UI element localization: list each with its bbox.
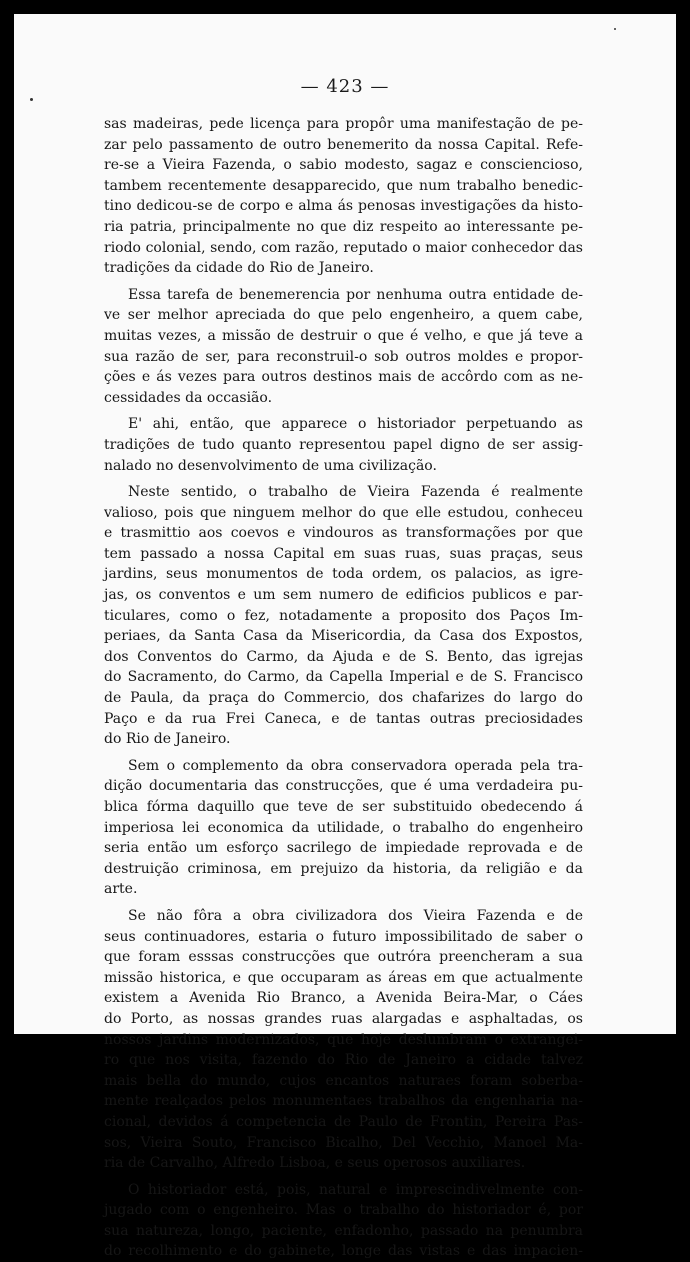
text-line: Essa tarefa de benemerencia por nenhuma outra entidade de- [128, 286, 583, 303]
text-line: riodo colonial, sendo, com razão, reputado o maior conhecedor das [104, 239, 583, 256]
text-line: destruição criminosa, em prejuizo da historia, da religião e da [104, 860, 583, 877]
text-line: mente realçados pelos monumentaes trabalhos da engenharia na- [104, 1093, 583, 1110]
text-line: Se não fôra a obra civilizadora dos Vieira Fazenda e de [128, 907, 583, 924]
text-line: muitas vezes, a missão de destruir o que é velho, e que já teve a [104, 327, 583, 344]
text-line: O historiador está, pois, natural e imprescindivelmente con- [128, 1181, 583, 1198]
text-line: Neste sentido, o trabalho de Vieira Fazenda é realmente [128, 484, 583, 501]
scanned-page [14, 14, 676, 1260]
text-line: seria então um esforço sacrilego de impiedade reprovada e de [104, 840, 583, 857]
text-line: blica fórma daquillo que teve de ser substituido obedecendo á [104, 799, 583, 815]
paragraph [104, 414, 583, 476]
scan-speck [614, 28, 616, 30]
text-line: do Porto, as nossas grandes ruas alargadas e asphaltadas, os [104, 1010, 583, 1027]
text-line: ria de Carvalho, Alfredo Lisboa, e seus operosos auxiliares. [104, 1155, 526, 1172]
text-line: mais bella do mundo, cujos encantos naturaes foram soberba- [104, 1072, 583, 1089]
text-line: nossos jardins modernizados, que hoje deslumbram o extrangei- [104, 1031, 583, 1048]
text-line: tradições de tudo quanto representou papel digno de ser assig- [104, 436, 583, 453]
text-line: que foram esssas construcções que outróra preencheram a sua [104, 949, 583, 966]
text-line: de Paula, da praça do Commercio, dos chafarizes do largo do [104, 690, 583, 707]
text-line: dos Conventos do Carmo, da Ajuda e de S. Bento, das igrejas [104, 648, 583, 665]
text-line: arte. [104, 881, 138, 898]
text-line: nalado no desenvolvimento de uma civilização. [104, 457, 437, 474]
text-line: do Sacramento, do Carmo, da Capella Imperial e de S. Francisco [104, 669, 583, 686]
text-line: tradições da cidade do Rio de Janeiro. [104, 260, 374, 277]
text-line: sua razão de ser, para reconstruil-o sob outros moldes e propor- [104, 348, 583, 365]
text-line: sas madeiras, pede licença para propôr uma manifestação de pe- [104, 116, 583, 132]
text-line: tem passado a nossa Capital em suas ruas, suas praças, seus [104, 545, 583, 562]
paragraph [104, 756, 583, 900]
text-line: ro que nos visita, fazendo do Rio de Janeiro a cidade talvez [104, 1052, 583, 1069]
text-line: ções e ás vezes para outros destinos mais de accôrdo com as ne- [104, 369, 583, 386]
page-number: — 423 — [300, 76, 390, 97]
body-text [104, 114, 583, 1262]
text-line: jugado com o engenheiro. Mas o trabalho do historiador é, por [104, 1202, 583, 1219]
paragraph [104, 114, 583, 279]
text-line: do Rio de Janeiro. [104, 731, 231, 748]
text-line: ticulares, como o fez, notadamente a proposito dos Paços Im- [104, 607, 583, 624]
text-line: missão historica, e que occuparam as áreas em que actualmente [104, 969, 583, 986]
text-line: cional, devidos á competencia de Paulo de Frontin, Pereira Pas- [104, 1113, 583, 1130]
text-line: jas, os conventos e um sem numero de edificios publicos e par- [104, 587, 583, 604]
text-line: cessidades da occasião. [104, 389, 273, 406]
paragraph [104, 1180, 583, 1262]
text-line: e trasmittio aos coevos e vindouros as transformações por que [104, 525, 583, 542]
text-line: Paço e da rua Frei Caneca, e de tantas outras preciosidades [104, 710, 583, 727]
text-line: sos, Vieira Souto, Francisco Bicalho, Del Vecchio, Manoel Ma- [104, 1134, 583, 1151]
text-line: dição documentaria das construcções, que é uma verdadeira pu- [104, 778, 583, 795]
scan-speck [30, 98, 33, 101]
text-line: tino dedicou-se de corpo e alma ás penosas investigações da histo- [104, 198, 583, 215]
text-line: seus continuadores, estaria o futuro impossibilitado de saber o [104, 928, 583, 945]
text-line: sua natureza, longo, paciente, enfadonho, passado na penumbra [104, 1222, 583, 1239]
text-line: Sem o complemento da obra conservadora operada pela tra- [128, 757, 583, 774]
text-line: zar pelo passamento de outro benemerito da nossa Capital. Refe- [104, 136, 583, 153]
text-line: E' ahi, então, que apparece o historiador perpetuando as [128, 416, 583, 433]
paragraph [104, 906, 583, 1174]
text-line: existem a Avenida Rio Branco, a Avenida Beira-Mar, o Cáes [104, 990, 583, 1007]
text-line: re-se a Vieira Fazenda, o sabio modesto, sagaz e consciencioso, [104, 157, 583, 174]
text-line: jardins, seus monumentos de toda ordem, os palacios, as igre- [104, 566, 583, 583]
paragraph [104, 285, 583, 409]
text-line: do recolhimento e do gabinete, longe das vistas e das impacien- [104, 1243, 583, 1260]
paragraph [104, 482, 583, 750]
text-line: ve ser melhor apreciada do que pelo engenheiro, a quem cabe, [104, 307, 583, 324]
text-line: ria patria, principalmente no que diz respeito ao interessante pe- [104, 218, 583, 235]
text-line: valioso, pois que ninguem melhor do que elle estudou, conheceu [104, 504, 583, 521]
text-line: tambem recentemente desapparecido, que num trabalho benedic- [104, 177, 583, 194]
text-line: imperiosa lei economica da utilidade, o trabalho do engenheiro [104, 819, 583, 836]
text-line: periaes, da Santa Casa da Misericordia, da Casa dos Expostos, [104, 628, 583, 645]
